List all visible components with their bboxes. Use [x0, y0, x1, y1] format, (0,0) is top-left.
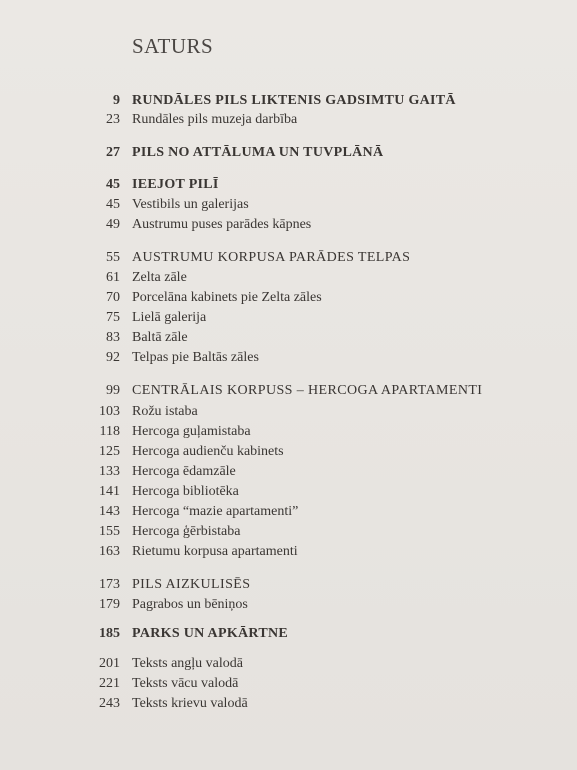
toc-entry-title: Pagrabos un bēniņos	[132, 597, 248, 612]
toc-page-number: 75	[106, 310, 120, 325]
toc-entry	[0, 694, 577, 714]
toc-entry-title: Hercoga audienču kabinets	[132, 444, 284, 459]
toc-page-number: 185	[99, 626, 120, 641]
toc-entry	[0, 624, 577, 644]
toc-entry-title: Vestibils un galerijas	[132, 197, 249, 212]
toc-entry-title: CENTRĀLAIS KORPUSS – HERCOGA APARTAMENTI	[132, 383, 483, 398]
toc-entry-title: RUNDĀLES PILS LIKTENIS GADSIMTU GAITĀ	[132, 93, 456, 108]
toc-entry	[0, 328, 577, 348]
toc-page-number: 103	[99, 404, 120, 419]
toc-page-number: 179	[99, 597, 120, 612]
toc-entry	[0, 215, 577, 235]
toc-page-number: 173	[99, 577, 120, 592]
toc-entry	[0, 288, 577, 308]
toc-entry-title: PARKS UN APKĀRTNE	[132, 626, 289, 641]
toc-entry	[0, 195, 577, 215]
toc-entry	[0, 110, 577, 130]
toc-page-number: 55	[106, 250, 120, 265]
toc-entry	[0, 595, 577, 615]
toc-page-number: 49	[106, 217, 120, 232]
toc-page-number: 61	[106, 270, 120, 285]
toc-entry-title: Hercoga ēdamzāle	[132, 464, 236, 479]
toc-entry	[0, 482, 577, 502]
toc-entry	[0, 442, 577, 462]
toc-page-number: 99	[106, 383, 120, 398]
toc-page-number: 70	[106, 290, 120, 305]
toc-entry	[0, 91, 577, 111]
toc-page-number: 23	[106, 112, 120, 127]
toc-entry-title: AUSTRUMU KORPUSA PARĀDES TELPAS	[132, 250, 411, 265]
toc-entry	[0, 348, 577, 368]
toc-page-number: 141	[99, 484, 120, 499]
toc-page-number: 133	[99, 464, 120, 479]
toc-entry	[0, 462, 577, 482]
toc-entry-title: Lielā galerija	[132, 310, 207, 325]
toc-page-number: 155	[99, 524, 120, 539]
toc-page-number: 201	[99, 656, 120, 671]
toc-entry-title: Rožu istaba	[132, 404, 198, 419]
toc-page-number: 9	[113, 93, 120, 108]
toc-page-number: 45	[106, 177, 120, 192]
toc-entry	[0, 248, 577, 268]
toc-entry-title: PILS AIZKULISĒS	[132, 577, 251, 592]
toc-entry-title: Rietumu korpusa apartamenti	[132, 544, 298, 559]
toc-entry	[0, 402, 577, 422]
toc-page-number: 221	[99, 676, 120, 691]
toc-page-number: 125	[99, 444, 120, 459]
toc-entry-title: Austrumu puses parādes kāpnes	[132, 217, 312, 232]
toc-entry	[0, 268, 577, 288]
toc-page-number: 92	[106, 350, 120, 365]
toc-entry-title: Teksts vācu valodā	[132, 676, 239, 691]
toc-entry-title: Zelta zāle	[132, 270, 187, 285]
toc-page-number: 27	[106, 145, 120, 160]
toc-entry	[0, 502, 577, 522]
toc-entry-title: Hercoga bibliotēka	[132, 484, 239, 499]
toc-entry	[0, 422, 577, 442]
toc-entry-title: Hercoga guļamistaba	[132, 424, 251, 439]
toc-page-number: 45	[106, 197, 120, 212]
toc-entry	[0, 674, 577, 694]
toc-entry	[0, 542, 577, 562]
toc-entry	[0, 522, 577, 542]
toc-entry-title: Porcelāna kabinets pie Zelta zāles	[132, 290, 322, 305]
toc-entry-title: Rundāles pils muzeja darbība	[132, 112, 298, 127]
toc-entry	[0, 175, 577, 195]
toc-entry-title: Hercoga “mazie apartamenti”	[132, 504, 299, 519]
toc-entry-title: Baltā zāle	[132, 330, 188, 345]
toc-entry	[0, 654, 577, 674]
toc-entry-title: Telpas pie Baltās zāles	[132, 350, 259, 365]
toc-entry-title: Teksts angļu valodā	[132, 656, 243, 671]
toc-entry-title: Hercoga ģērbistaba	[132, 524, 241, 539]
toc-page-number: 243	[99, 696, 120, 711]
toc-page-number: 118	[99, 424, 120, 439]
toc-page-number: 143	[99, 504, 120, 519]
toc-entry-title: IEEJOT PILĪ	[132, 177, 219, 192]
toc-entry	[0, 575, 577, 595]
toc-entry	[0, 308, 577, 328]
page-title: SATURS	[132, 34, 214, 58]
toc-page-number: 83	[106, 330, 120, 345]
toc-page-number: 163	[99, 544, 120, 559]
toc-entry-title: PILS NO ATTĀLUMA UN TUVPLĀNĀ	[132, 145, 384, 160]
toc-entry	[0, 143, 577, 163]
toc-entry	[0, 381, 577, 401]
toc-entry-title: Teksts krievu valodā	[132, 696, 248, 711]
